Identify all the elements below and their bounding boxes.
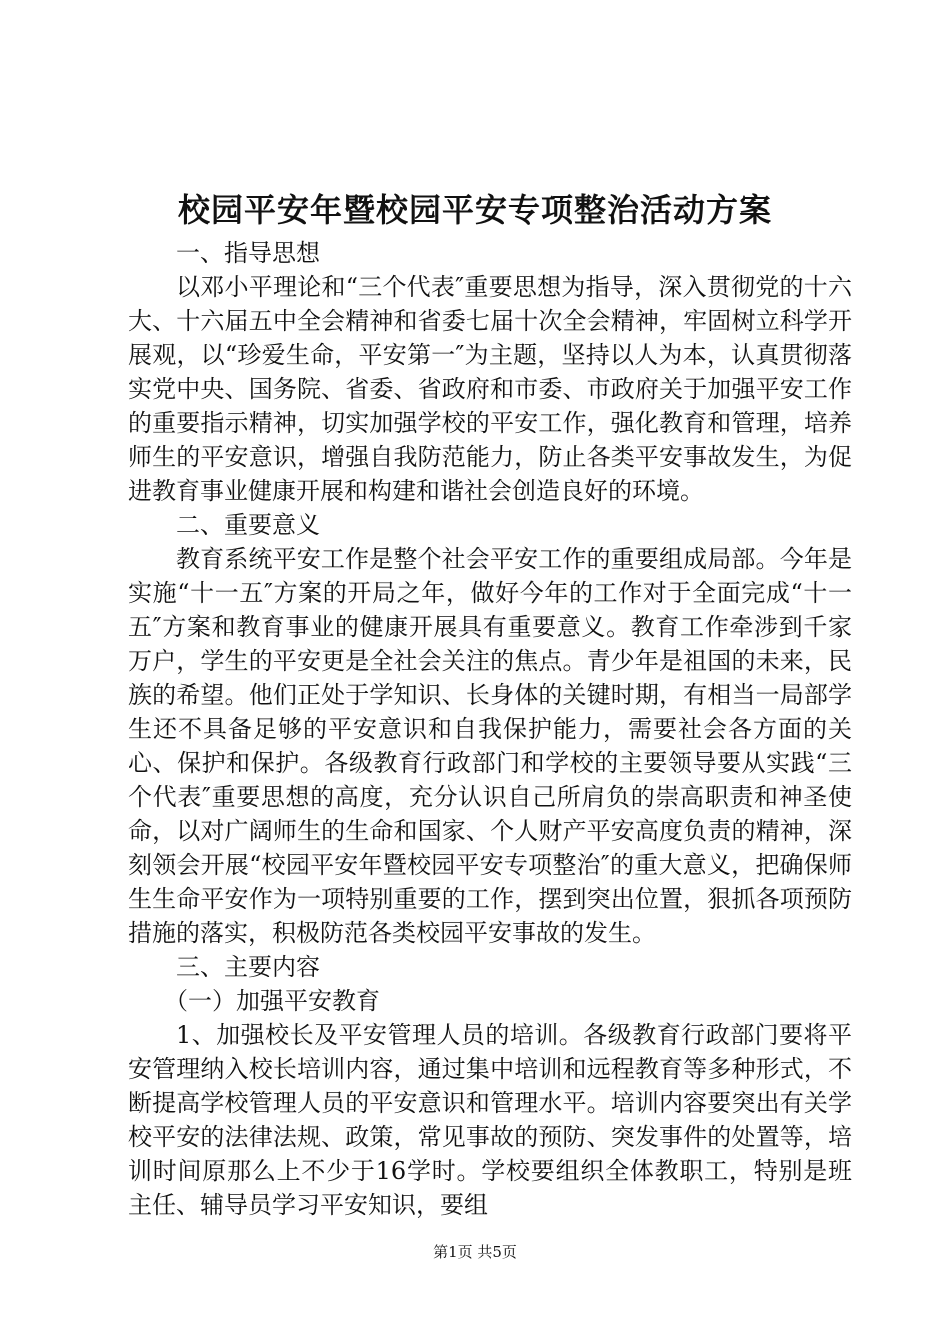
- section-heading: 三、主要内容: [176, 953, 320, 981]
- body-paragraph: 1、加强校长及平安管理人员的培训。各级教育行政部门要将平安管理纳入校长培训内容，通过集中培训和远程教育等多种形式，不断提高学校管理人员的平安意识和管理水平。培训内容要突出有关学校平安的法律法规、政策，常见事故的预防、突发事件的处置等，培训时间原那么上不少于16学时。学校要组织全体教职工，特别是班主任、辅导员学习平安知识，要组: [128, 1021, 852, 1219]
- document-title: 校园平安年暨校园平安专项整治活动方案: [177, 191, 772, 229]
- subsection-heading: （一）加强平安教育: [164, 987, 380, 1015]
- body-paragraph: 以邓小平理论和“三个代表″重要思想为指导，深入贯彻党的十六大、十六届五中全会精神和省委七届十次全会精神，牢固树立科学开展观，以“珍爱生命，平安第一″为主题，坚持以人为本，认真贯彻落实党中央、国务院、省委、省政府和市委、市政府关于加强平安工作的重要指示精神，切实加强学校的平安工作，强化教育和管理，培养师生的平安意识，增强自我防范能力，防止各类平安事故发生，为促进教育事业健康开展和构建和谐社会创造良好的环境。: [128, 273, 852, 505]
- section-heading: 二、重要意义: [176, 511, 320, 539]
- document-body: [128, 236, 852, 1222]
- body-paragraph: 教育系统平安工作是整个社会平安工作的重要组成局部。今年是实施“十一五″方案的开局之年，做好今年的工作对于全面完成“十一五″方案和教育事业的健康开展具有重要意义。教育工作牵涉到千家万户，学生的平安更是全社会关注的焦点。青少年是祖国的未来，民族的希望。他们正处于学知识、长身体的关键时期，有相当一局部学生还不具备足够的平安意识和自我保护能力，需要社会各方面的关心、保护和保护。各级教育行政部门和学校的主要领导要从实践“三个代表″重要思想的高度，充分认识自己所肩负的崇高职责和神圣使命，以对广阔师生的生命和国家、个人财产平安高度负责的精神，深刻领会开展“校园平安年暨校园平安专项整治″的重大意义，把确保师生生命平安作为一项特别重要的工作，摆到突出位置，狠抓各项预防措施的落实，积极防范各类校园平安事故的发生。: [128, 545, 852, 947]
- section-heading: 一、指导思想: [176, 239, 320, 267]
- page-footer: 第1页 共5页: [433, 1243, 517, 1261]
